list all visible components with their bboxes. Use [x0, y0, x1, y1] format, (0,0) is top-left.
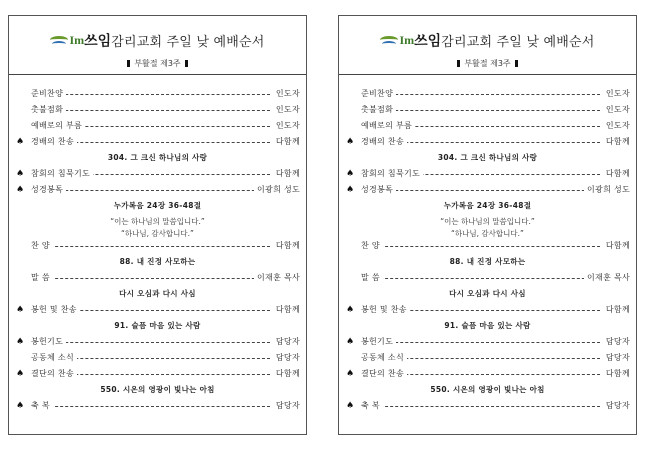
spade-icon: ♠: [15, 305, 25, 315]
bulletin-panel-right: [338, 15, 637, 435]
order-item: 공동체 소식 담당자: [361, 353, 630, 362]
order-item: ♠ 봉헌 및 찬송 다함께: [15, 305, 300, 315]
order-item: ♠ 봉헌 및 찬송 다함께: [345, 305, 630, 315]
spade-icon: ♠: [345, 337, 355, 347]
church-logo-icon: [380, 34, 398, 48]
responsive-line: “이는 하나님의 말씀입니다.”: [110, 217, 205, 226]
order-item: 찬 양 다함께: [361, 241, 630, 250]
order-item: ♠ 참회의 침묵기도 다함께: [15, 169, 300, 179]
spade-icon: ♠: [345, 401, 355, 411]
spade-icon: ♠: [15, 401, 25, 411]
order-item: 촛불점화 인도자: [31, 105, 300, 114]
sermon-title: 다시 오심과 다시 사심: [449, 289, 526, 298]
scripture-reference: 누가복음 24장 36-48절: [443, 201, 532, 210]
spade-icon: ♠: [345, 169, 355, 179]
spade-icon: ♠: [15, 337, 25, 347]
order-item: ♠ 경배의 찬송 다함께: [15, 137, 300, 147]
church-logo-icon: [50, 34, 68, 48]
responsive-line: “이는 하나님의 말씀입니다.”: [440, 217, 535, 226]
responsive-line: “하나님, 감사합니다.”: [451, 229, 524, 238]
sermon-title: 다시 오심과 다시 사심: [119, 289, 196, 298]
order-item: 공동체 소식 담당자: [31, 353, 300, 362]
order-item: 예배로의 부름 인도자: [361, 121, 630, 130]
week-label: 부활절 제3주: [9, 58, 306, 69]
spade-icon: ♠: [15, 169, 25, 179]
order-item: 촛불점화 인도자: [361, 105, 630, 114]
header-divider: [339, 74, 636, 75]
order-item: ♠ 봉헌기도 담당자: [15, 337, 300, 347]
praise-song-title: 88. 내 진정 사모하는: [449, 257, 526, 266]
square-mark-icon: [127, 60, 130, 67]
hymn-title: 304. 그 크신 하나님의 사랑: [437, 153, 538, 162]
brand-english: Im: [399, 33, 415, 47]
spade-icon: ♠: [345, 185, 355, 195]
spade-icon: ♠: [345, 305, 355, 315]
bulletin-header: [9, 30, 306, 52]
order-item: ♠ 성경봉독 이광희 성도: [345, 185, 630, 195]
closing-hymn-title: 550. 시온의 영광이 빛나는 아침: [100, 385, 215, 394]
order-item: ♠ 참회의 침묵기도 다함께: [345, 169, 630, 179]
order-item: 말 씀 이재훈 목사: [361, 273, 630, 282]
square-mark-icon: [515, 60, 518, 67]
spade-icon: ♠: [15, 137, 25, 147]
spade-icon: ♠: [345, 369, 355, 379]
order-item: 준비찬양 인도자: [31, 89, 300, 98]
bulletin-panel-left: [8, 15, 307, 435]
hymn-title: 304. 그 크신 하나님의 사랑: [107, 153, 208, 162]
order-item: ♠ 경배의 찬송 다함께: [345, 137, 630, 147]
offering-hymn-title: 91. 슬픔 마음 있는 사람: [444, 321, 531, 330]
order-item: 예배로의 부름 인도자: [31, 121, 300, 130]
bulletin-title: 감리교회 주일 낮 예배순서: [441, 35, 595, 50]
square-mark-icon: [457, 60, 460, 67]
order-item: ♠ 봉헌기도 담당자: [345, 337, 630, 347]
brand-korean: 쓰임: [84, 33, 112, 50]
order-item: ♠ 결단의 찬송 다함께: [15, 369, 300, 379]
order-item: ♠ 축 복 담당자: [345, 401, 630, 411]
brand-korean: 쓰임: [414, 33, 442, 50]
offering-hymn-title: 91. 슬픔 마음 있는 사람: [114, 321, 201, 330]
spade-icon: ♠: [15, 369, 25, 379]
order-item: 찬 양 다함께: [31, 241, 300, 250]
order-item: 준비찬양 인도자: [361, 89, 630, 98]
week-label: 부활절 제3주: [339, 58, 636, 69]
bulletin-title: 감리교회 주일 낮 예배순서: [111, 35, 265, 50]
brand-english: Im: [69, 33, 85, 47]
order-item: 말 씀 이재훈 목사: [31, 273, 300, 282]
responsive-line: “하나님, 감사합니다.”: [121, 229, 194, 238]
scripture-reference: 누가복음 24장 36-48절: [113, 201, 202, 210]
order-item: ♠ 축 복 담당자: [15, 401, 300, 411]
header-divider: [9, 74, 306, 75]
bulletin-header: [339, 30, 636, 52]
order-item: ♠ 성경봉독 이광희 성도: [15, 185, 300, 195]
spade-icon: ♠: [15, 185, 25, 195]
praise-song-title: 88. 내 진정 사모하는: [119, 257, 196, 266]
closing-hymn-title: 550. 시온의 영광이 빛나는 아침: [430, 385, 545, 394]
square-mark-icon: [185, 60, 188, 67]
spade-icon: ♠: [345, 137, 355, 147]
order-item: ♠ 결단의 찬송 다함께: [345, 369, 630, 379]
